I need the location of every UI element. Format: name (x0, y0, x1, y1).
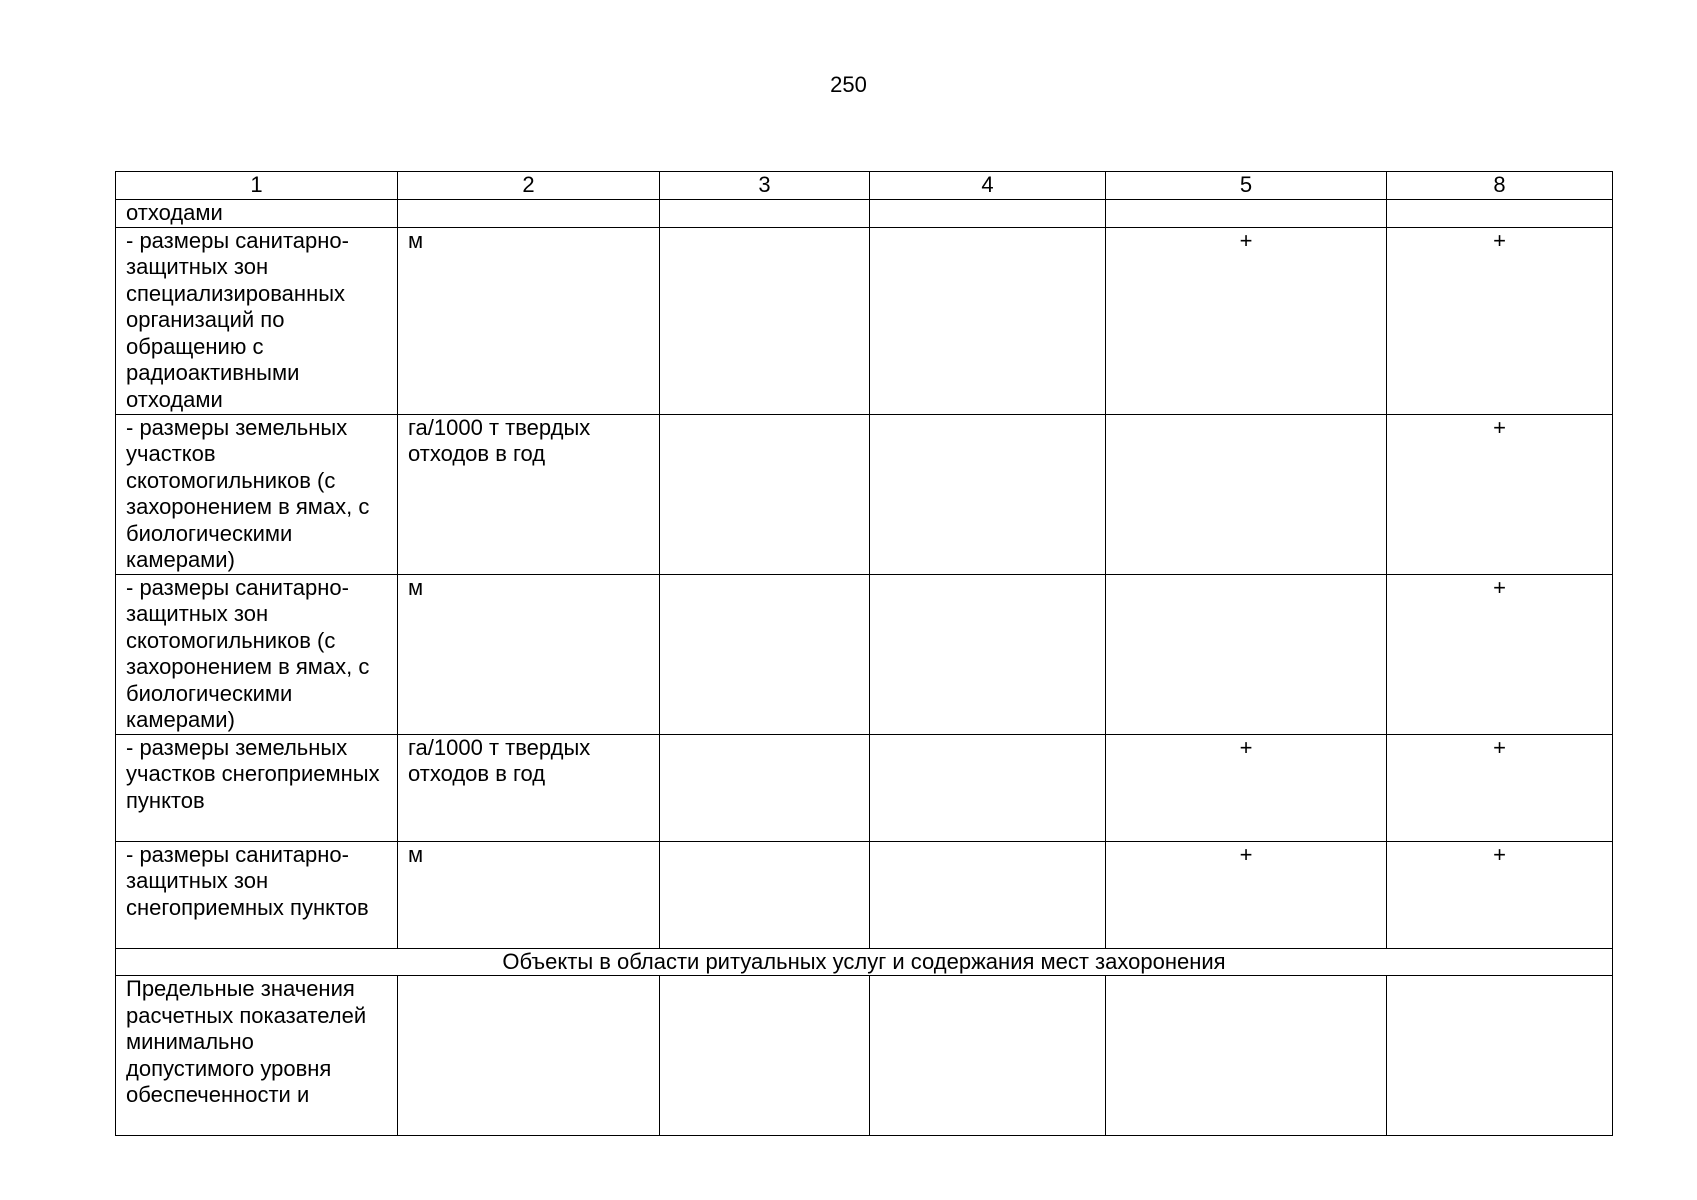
table-header-row (116, 172, 1613, 200)
table-cell: + (1387, 841, 1613, 948)
table-cell (660, 734, 870, 841)
page-number: 250 (830, 72, 867, 97)
column-header: 8 (1387, 172, 1613, 200)
column-header: 5 (1106, 172, 1387, 200)
indicator-cell: отходами (116, 200, 398, 228)
table-cell (1106, 200, 1387, 228)
table-row (116, 574, 1613, 734)
table-cell (870, 976, 1106, 1136)
table-cell (870, 841, 1106, 948)
table-cell: + (1106, 734, 1387, 841)
section-heading: Объекты в области ритуальных услуг и содержания мест захоронения (116, 948, 1613, 976)
table-row (116, 200, 1613, 228)
column-header: 1 (116, 172, 398, 200)
table-row (116, 976, 1613, 1136)
indicator-cell: Предельные значения расчетных показателей минимально допустимого уровня обеспеченности и (116, 976, 398, 1136)
data-table (115, 171, 1613, 1136)
column-header: 3 (660, 172, 870, 200)
indicator-cell: - размеры земельных участков скотомогильников (с захоронением в ямах, с биологическими камерами) (116, 414, 398, 574)
table-cell (660, 200, 870, 228)
table-cell (870, 734, 1106, 841)
table-cell: + (1387, 734, 1613, 841)
unit-cell: м (398, 574, 660, 734)
table-cell (660, 414, 870, 574)
table-cell: + (1106, 841, 1387, 948)
table-cell (660, 976, 870, 1136)
table-cell: + (1387, 574, 1613, 734)
table-cell (870, 227, 1106, 414)
table-cell (870, 200, 1106, 228)
column-header: 2 (398, 172, 660, 200)
table-cell (660, 574, 870, 734)
table-cell (1106, 414, 1387, 574)
section-row (116, 948, 1613, 976)
table-cell (660, 227, 870, 414)
table-cell (870, 414, 1106, 574)
unit-cell (398, 200, 660, 228)
table-row (116, 734, 1613, 841)
table-cell (870, 574, 1106, 734)
table-cell (1387, 200, 1613, 228)
table-cell (1106, 574, 1387, 734)
unit-cell: га/1000 т твердых отходов в год (398, 414, 660, 574)
unit-cell: м (398, 227, 660, 414)
table-cell: + (1106, 227, 1387, 414)
table-row (116, 227, 1613, 414)
table-cell (1387, 976, 1613, 1136)
unit-cell: м (398, 841, 660, 948)
table-row (116, 414, 1613, 574)
table-cell: + (1387, 414, 1613, 574)
table-cell: + (1387, 227, 1613, 414)
indicator-cell: - размеры санитарно-защитных зон специализированных организаций по обращению с радиоактивными отходами (116, 227, 398, 414)
unit-cell (398, 976, 660, 1136)
indicator-cell: - размеры земельных участков снегоприемных пунктов (116, 734, 398, 841)
table-cell (660, 841, 870, 948)
indicator-cell: - размеры санитарно-защитных зон скотомогильников (с захоронением в ямах, с биологическими камерами) (116, 574, 398, 734)
table-row (116, 841, 1613, 948)
table-cell (1106, 976, 1387, 1136)
indicator-cell: - размеры санитарно-защитных зон снегоприемных пунктов (116, 841, 398, 948)
unit-cell: га/1000 т твердых отходов в год (398, 734, 660, 841)
column-header: 4 (870, 172, 1106, 200)
